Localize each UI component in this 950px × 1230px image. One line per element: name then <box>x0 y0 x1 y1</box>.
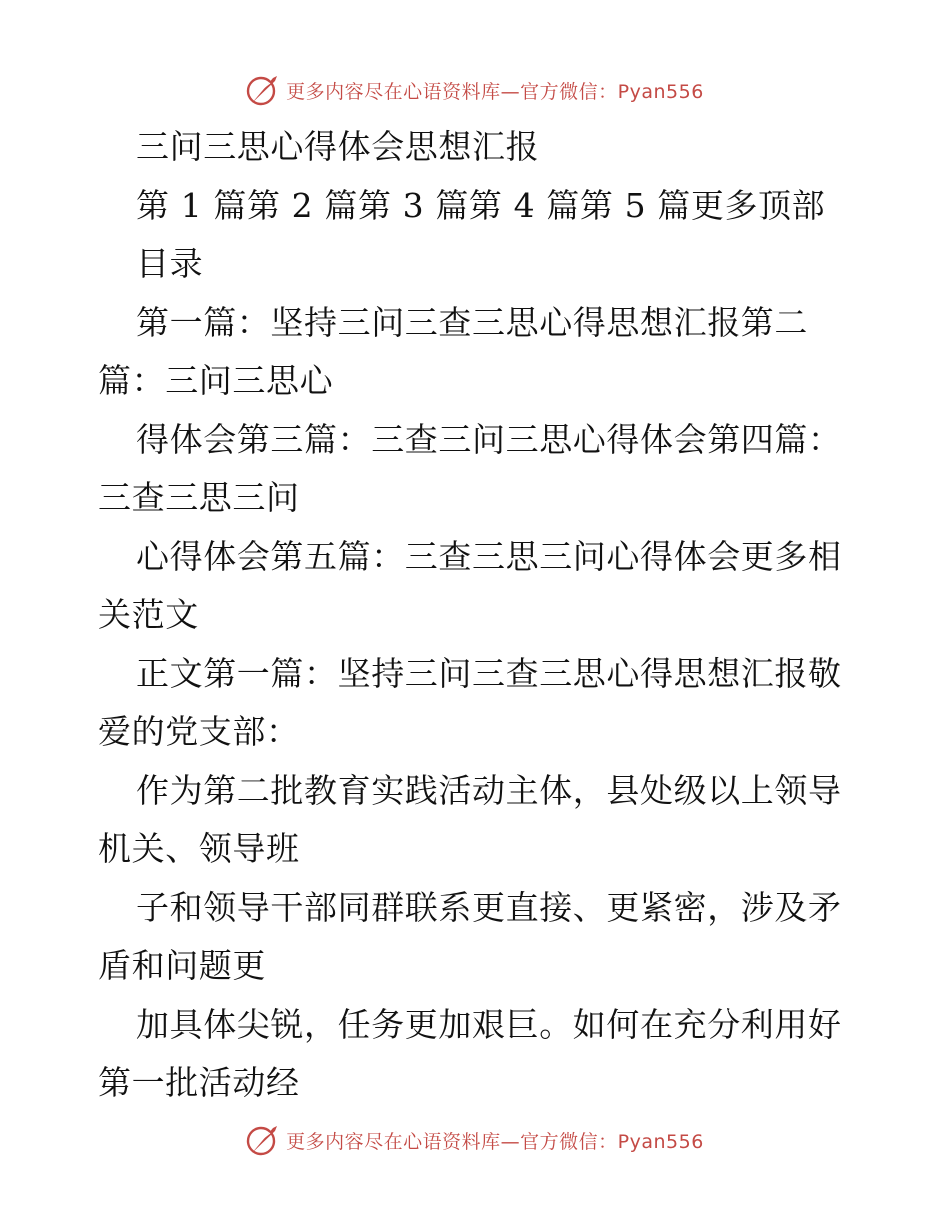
doc-toc-heading: 目录 <box>136 244 204 283</box>
watermark-site-text: 更多内容尽在心语资料库 <box>286 80 501 103</box>
watermark-dash: — <box>500 1130 521 1153</box>
doc-paragraph-line: 第一批活动经 <box>98 1063 300 1102</box>
doc-paragraph-line: 加具体尖锐，任务更加艰巨。如何在充分利用好 <box>136 1004 842 1044</box>
watermark-dash: — <box>500 80 521 103</box>
doc-paragraph-line: 爱的党支部： <box>98 712 300 751</box>
header-watermark <box>0 70 950 110</box>
doc-paragraph-line: 第一篇：坚持三问三查三思心得思想汇报第二 <box>136 302 808 342</box>
doc-paragraph-line: 正文第一篇：坚持三问三查三思心得思想汇报敬 <box>136 653 842 693</box>
quill-logo-icon <box>246 73 280 107</box>
doc-paragraph-line: 三查三思三问 <box>98 478 300 517</box>
doc-paragraph-line: 篇：三问三思心 <box>98 361 334 400</box>
doc-title: 三问三思心得体会思想汇报 <box>136 127 540 166</box>
watermark-site-text: 更多内容尽在心语资料库 <box>286 1130 501 1153</box>
doc-paragraph-line: 心得体会第五篇：三查三思三问心得体会更多相 <box>136 536 842 576</box>
doc-paragraph-line: 关范文 <box>98 595 199 634</box>
doc-paragraph-line: 子和领导干部同群联系更直接、更紧密，涉及矛 <box>136 887 842 927</box>
watermark-wechat-text: 官方微信：Pyan556 <box>520 1130 704 1153</box>
doc-chapter-nav: 第 1 篇第 2 篇第 3 篇第 4 篇第 5 篇更多顶部 <box>136 185 826 225</box>
doc-paragraph-line: 机关、领导班 <box>98 829 300 868</box>
document-body <box>98 118 858 1113</box>
doc-paragraph-line: 作为第二批教育实践活动主体，县处级以上领导 <box>136 770 842 810</box>
watermark-wechat-text: 官方微信：Pyan556 <box>520 80 704 103</box>
doc-paragraph-line: 盾和问题更 <box>98 946 266 985</box>
doc-paragraph-line: 得体会第三篇：三查三问三思心得体会第四篇： <box>136 419 842 459</box>
footer-watermark <box>0 1120 950 1160</box>
quill-logo-icon <box>246 1123 280 1157</box>
